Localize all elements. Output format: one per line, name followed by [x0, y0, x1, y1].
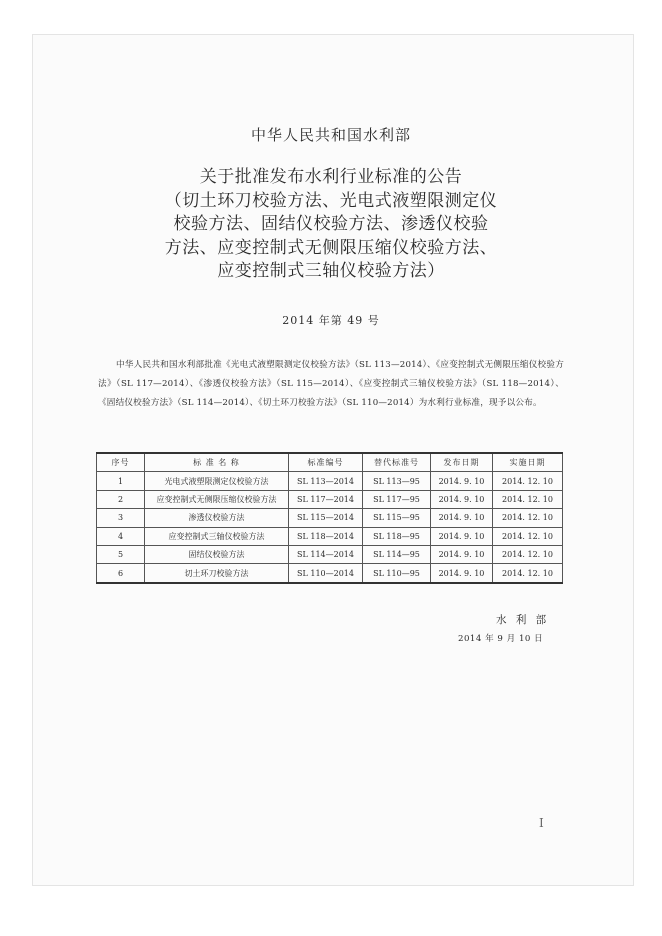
- ministry-header: 中华人民共和国水利部: [250, 126, 411, 144]
- table-cell: 3: [97, 509, 145, 527]
- table-cell: 2014. 12. 10: [493, 545, 563, 563]
- announcement-body: 中华人民共和国水利部批准《光电式液塑限测定仪校验方法》（SL 113—2014）、《应变控制式无侧限压缩仪校验方法》（SL 117—2014）、《渗透仪校验方法》（SL 115—2014）、《应变控制式三轴仪校验方法》（SL 118—2014）、《固结仪校验方法》（SL 114—2014）、《切土环刀校验方法》（SL 110—2014）为水利行业标准，现予以公布。: [98, 360, 564, 408]
- table-cell: 6: [97, 564, 145, 583]
- table-row: [97, 545, 563, 563]
- table-cell: 切土环刀校验方法: [145, 564, 289, 583]
- header-cell: 标 准 名 称: [145, 453, 289, 472]
- table-cell: 2014. 9. 10: [431, 545, 493, 563]
- table-row: [97, 564, 563, 583]
- table-cell: 2014. 12. 10: [493, 509, 563, 527]
- table-cell: 固结仪校验方法: [145, 545, 289, 563]
- table-cell: 4: [97, 527, 145, 545]
- table-cell: 2014. 12. 10: [493, 472, 563, 490]
- header-cell: 发布日期: [431, 453, 493, 472]
- title-line: 关于批准发布水利行业标准的公告: [199, 167, 463, 187]
- header-cell: 替代标准号: [363, 453, 431, 472]
- table-row: [97, 490, 563, 508]
- table-cell: 2014. 12. 10: [493, 490, 563, 508]
- table-cell: 1: [97, 472, 145, 490]
- table-row: [97, 527, 563, 545]
- table-cell: 2014. 9. 10: [431, 472, 493, 490]
- table-cell: SL 113—2014: [289, 472, 363, 490]
- table-cell: 光电式液塑限测定仪校验方法: [145, 472, 289, 490]
- table-row: [97, 472, 563, 490]
- announcement-title: [0, 166, 662, 284]
- table-cell: 2: [97, 490, 145, 508]
- table-cell: SL 118—95: [363, 527, 431, 545]
- title-line: （切土环刀校验方法、光电式液塑限测定仪: [164, 190, 498, 211]
- table-row: [97, 509, 563, 527]
- signature-date: 2014 年 9 月 10 日: [458, 634, 544, 644]
- header-cell: 序号: [97, 453, 145, 472]
- table-cell: 渗透仪校验方法: [145, 509, 289, 527]
- table-cell: 2014. 9. 10: [431, 490, 493, 508]
- table-cell: 2014. 12. 10: [493, 564, 563, 583]
- header-cell: 实施日期: [493, 453, 563, 472]
- page-number: I: [539, 816, 544, 830]
- table-cell: SL 114—95: [363, 545, 431, 563]
- title-line: 应变控制式三轴仪校验方法）: [217, 261, 445, 281]
- table-cell: SL 115—95: [363, 509, 431, 527]
- table-cell: SL 118—2014: [289, 527, 363, 545]
- title-line: 方法、应变控制式无侧限压缩仪校验方法、: [164, 237, 498, 258]
- table-cell: 应变控制式无侧限压缩仪校验方法: [145, 490, 289, 508]
- table-cell: SL 113—95: [363, 472, 431, 490]
- table-cell: 2014. 9. 10: [431, 527, 493, 545]
- table-cell: 2014. 9. 10: [431, 564, 493, 583]
- header-cell: 标准编号: [289, 453, 363, 472]
- table-cell: SL 117—95: [363, 490, 431, 508]
- table-cell: SL 115—2014: [289, 509, 363, 527]
- table-cell: SL 114—2014: [289, 545, 363, 563]
- table-cell: SL 110—95: [363, 564, 431, 583]
- table-cell: 2014. 12. 10: [493, 527, 563, 545]
- signature-organization: 水 利 部: [496, 614, 550, 626]
- standards-table: [96, 452, 563, 584]
- table-cell: SL 110—2014: [289, 564, 363, 583]
- table-header-row: [97, 453, 563, 472]
- table-cell: 2014. 9. 10: [431, 509, 493, 527]
- table-cell: 应变控制式三轴仪校验方法: [145, 527, 289, 545]
- table-cell: 5: [97, 545, 145, 563]
- document-number: 2014 年第 49 号: [282, 314, 380, 327]
- title-line: 校验方法、固结仪校验方法、渗透仪校验: [173, 214, 489, 234]
- table-cell: SL 117—2014: [289, 490, 363, 508]
